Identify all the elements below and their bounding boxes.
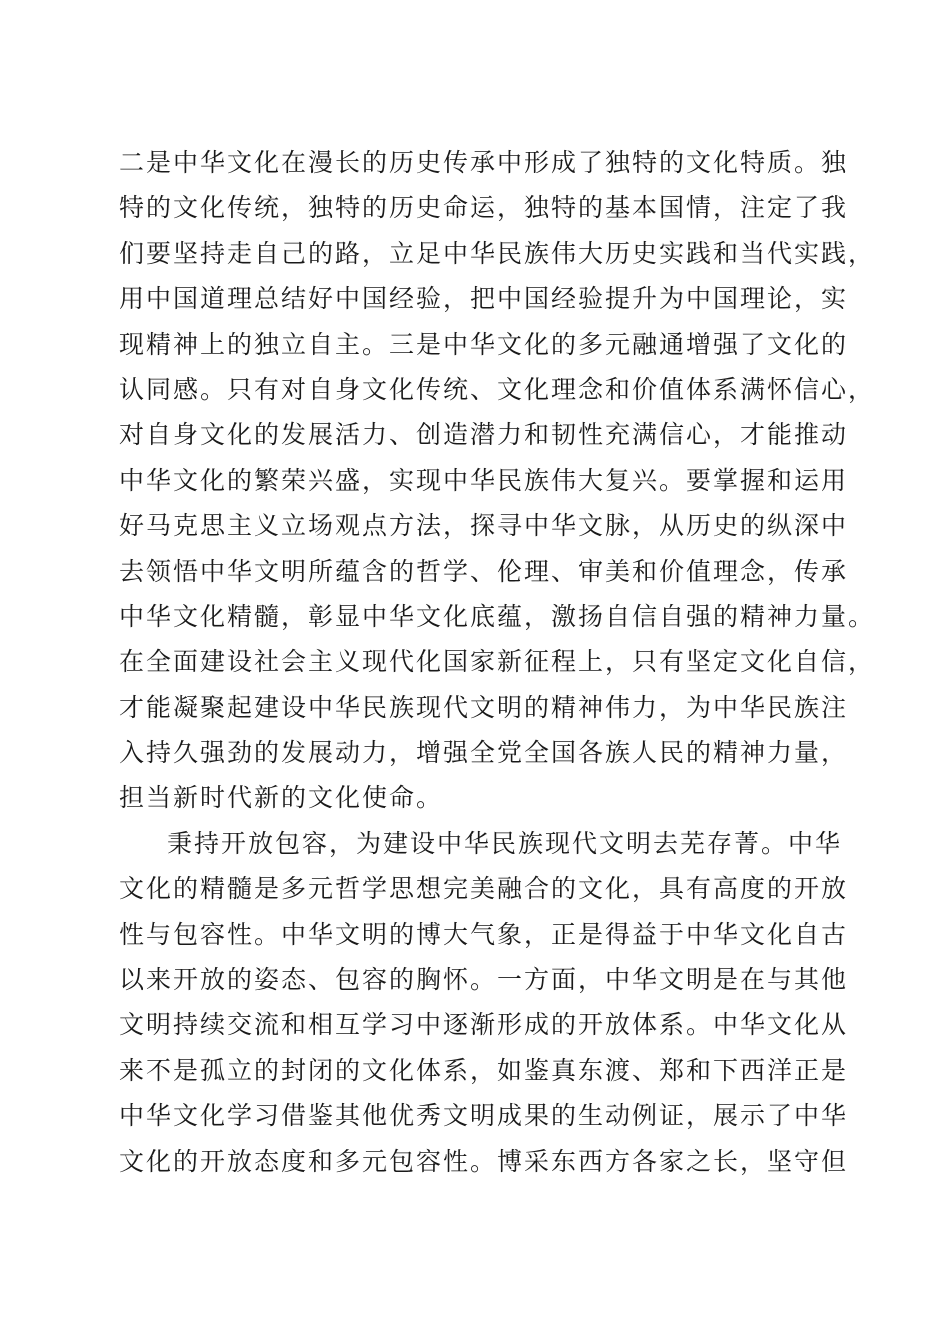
- text-line: 对自身文化的发展活力、创造潜力和韧性充满信心，才能推动: [119, 420, 849, 450]
- text-line: 在全面建设社会主义现代化国家新征程上，只有坚定文化自信，: [119, 647, 876, 677]
- text-line: 好马克思主义立场观点方法，探寻中华文脉，从历史的纵深中: [119, 511, 849, 541]
- text-line: 二是中华文化在漫长的历史传承中形成了独特的文化特质。独: [119, 148, 849, 177]
- text-line: 们要坚持走自己的路，立足中华民族伟大历史实践和当代实践，: [119, 238, 876, 268]
- text-line: 现精神上的独立自主。三是中华文化的多元融通增强了文化的: [119, 329, 849, 359]
- text-line: 担当新时代新的文化使命。: [119, 783, 444, 813]
- body-text: [119, 140, 876, 1184]
- text-line: 去领悟中华文明所蕴含的哲学、伦理、审美和价值理念，传承: [119, 556, 849, 586]
- text-line-indented: 秉持开放包容，为建设中华民族现代文明去芜存菁。中华: [167, 828, 843, 858]
- text-line: 来不是孤立的封闭的文化体系，如鉴真东渡、郑和下西洋正是: [119, 1055, 849, 1085]
- text-line: 认同感。只有对自身文化传统、文化理念和价值体系满怀信心，: [119, 374, 876, 404]
- text-line: 特的文化传统，独特的历史命运，独特的基本国情，注定了我: [119, 193, 849, 223]
- text-line: 才能凝聚起建设中华民族现代文明的精神伟力，为中华民族注: [119, 692, 849, 722]
- text-line: 文明持续交流和相互学习中逐渐形成的开放体系。中华文化从: [119, 1010, 849, 1040]
- text-line: 中华文化的繁荣兴盛，实现中华民族伟大复兴。要掌握和运用: [119, 465, 849, 495]
- text-line: 中华文化精髓，彰显中华文化底蕴，激扬自信自强的精神力量。: [119, 601, 876, 631]
- text-line: 用中国道理总结好中国经验，把中国经验提升为中国理论，实: [119, 284, 849, 314]
- text-line: 文化的精髓是多元哲学思想完美融合的文化，具有高度的开放: [119, 874, 849, 904]
- text-line: 中华文化学习借鉴其他优秀文明成果的生动例证，展示了中华: [119, 1101, 849, 1131]
- text-line: 文化的开放态度和多元包容性。博采东西方各家之长，坚守但: [119, 1146, 849, 1176]
- text-line: 以来开放的姿态、包容的胸怀。一方面，中华文明是在与其他: [119, 965, 849, 995]
- text-line: 性与包容性。中华文明的博大气象，正是得益于中华文化自古: [119, 919, 849, 949]
- text-line: 入持久强劲的发展动力，增强全党全国各族人民的精神力量，: [119, 738, 849, 768]
